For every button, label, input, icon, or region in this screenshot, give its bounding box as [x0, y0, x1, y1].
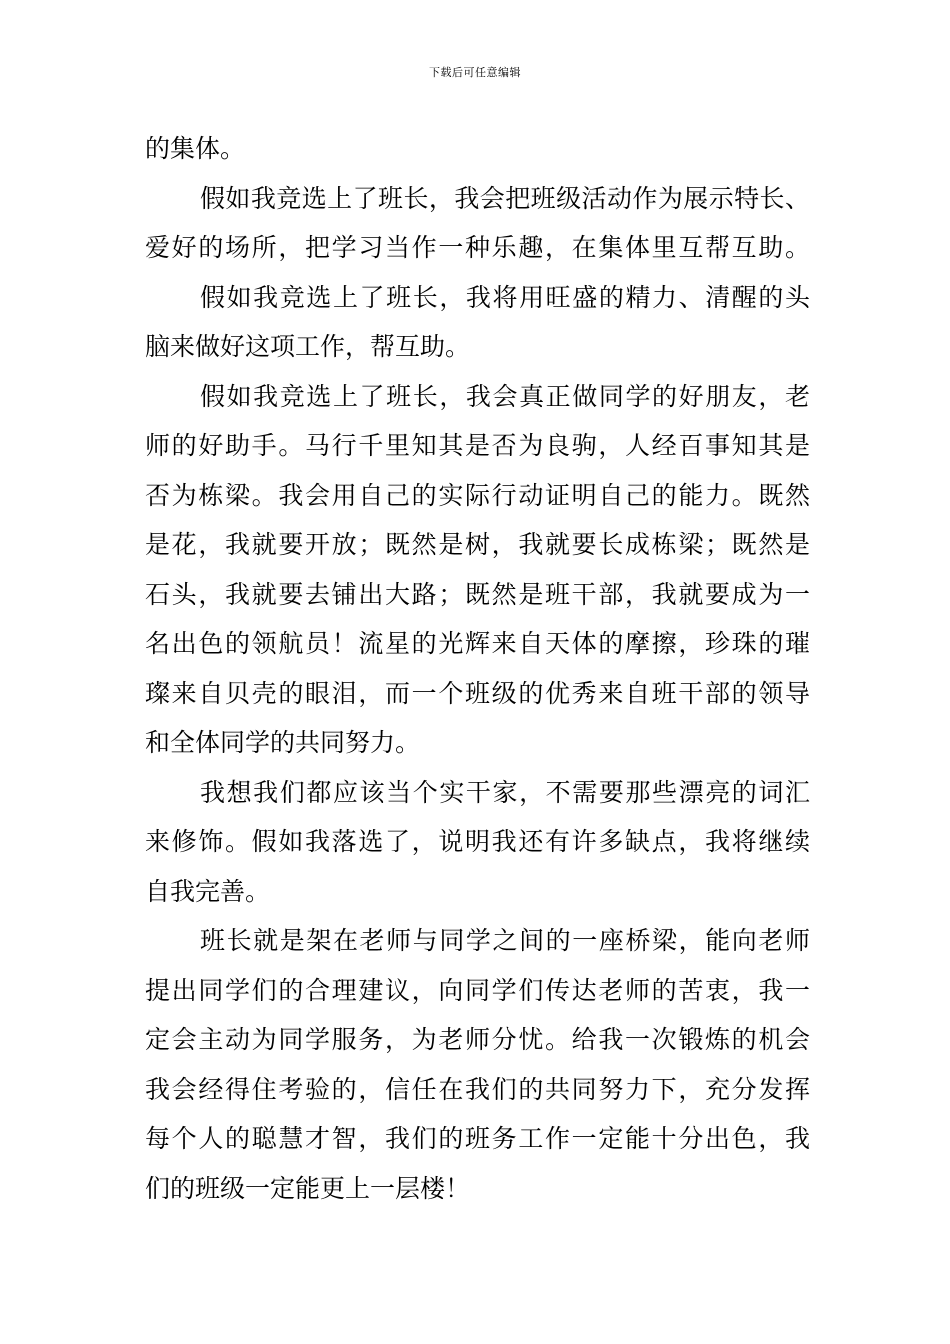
- text-line: 是花，我就要开放；既然是树，我就要长成栋梁；既然是: [145, 530, 810, 559]
- text-line: 脑来做好这项工作，帮互助。: [145, 332, 471, 361]
- paragraph-first-line: 假如我竞选上了班长，我会把班级活动作为展示特长、: [200, 183, 810, 213]
- text-line: 爱好的场所，把学习当作一种乐趣，在集体里互帮互助。: [145, 233, 810, 262]
- text-line: 名出色的领航员！流星的光辉来自天体的摩擦，珍珠的璀: [145, 629, 810, 658]
- text-line: 们的班级一定能更上一层楼！: [145, 1173, 471, 1203]
- paragraph-first-line: 我想我们都应该当个实干家，不需要那些漂亮的词汇: [200, 777, 810, 807]
- paragraph-first-line: 假如我竞选上了班长，我会真正做同学的好朋友，老: [200, 381, 810, 411]
- text-line: 来修饰。假如我落选了，说明我还有许多缺点，我将继续: [145, 827, 810, 856]
- text-line: 璨来自贝壳的眼泪，而一个班级的优秀来自班干部的领导: [145, 678, 810, 708]
- paragraph-first-line: 班长就是架在老师与同学之间的一座桥梁，能向老师: [200, 926, 810, 955]
- paragraph-first-line: 假如我竞选上了班长，我将用旺盛的精力、清醒的头: [200, 282, 810, 312]
- text-line: 提出同学们的合理建议，向同学们传达老师的苦衷，我一: [145, 975, 810, 1005]
- document-body: [145, 124, 810, 1213]
- text-line: 我会经得住考验的，信任在我们的共同努力下，充分发挥: [145, 1074, 810, 1104]
- text-line: 定会主动为同学服务，为老师分忧。给我一次锻炼的机会: [145, 1025, 810, 1054]
- text-line: 和全体同学的共同努力。: [145, 728, 421, 757]
- text-line: 石头，我就要去铺出大路；既然是班干部，我就要成为一: [145, 579, 810, 609]
- text-line: 否为栋梁。我会用自己的实际行动证明自己的能力。既然: [145, 480, 810, 510]
- text-line: 的集体。: [145, 134, 246, 163]
- text-line: 自我完善。: [145, 876, 271, 906]
- text-line: 每个人的聪慧才智，我们的班务工作一定能十分出色，我: [145, 1124, 810, 1153]
- page-header: 下载后可任意编辑: [429, 66, 521, 79]
- text-line: 师的好助手。马行千里知其是否为良驹，人经百事知其是: [145, 431, 810, 460]
